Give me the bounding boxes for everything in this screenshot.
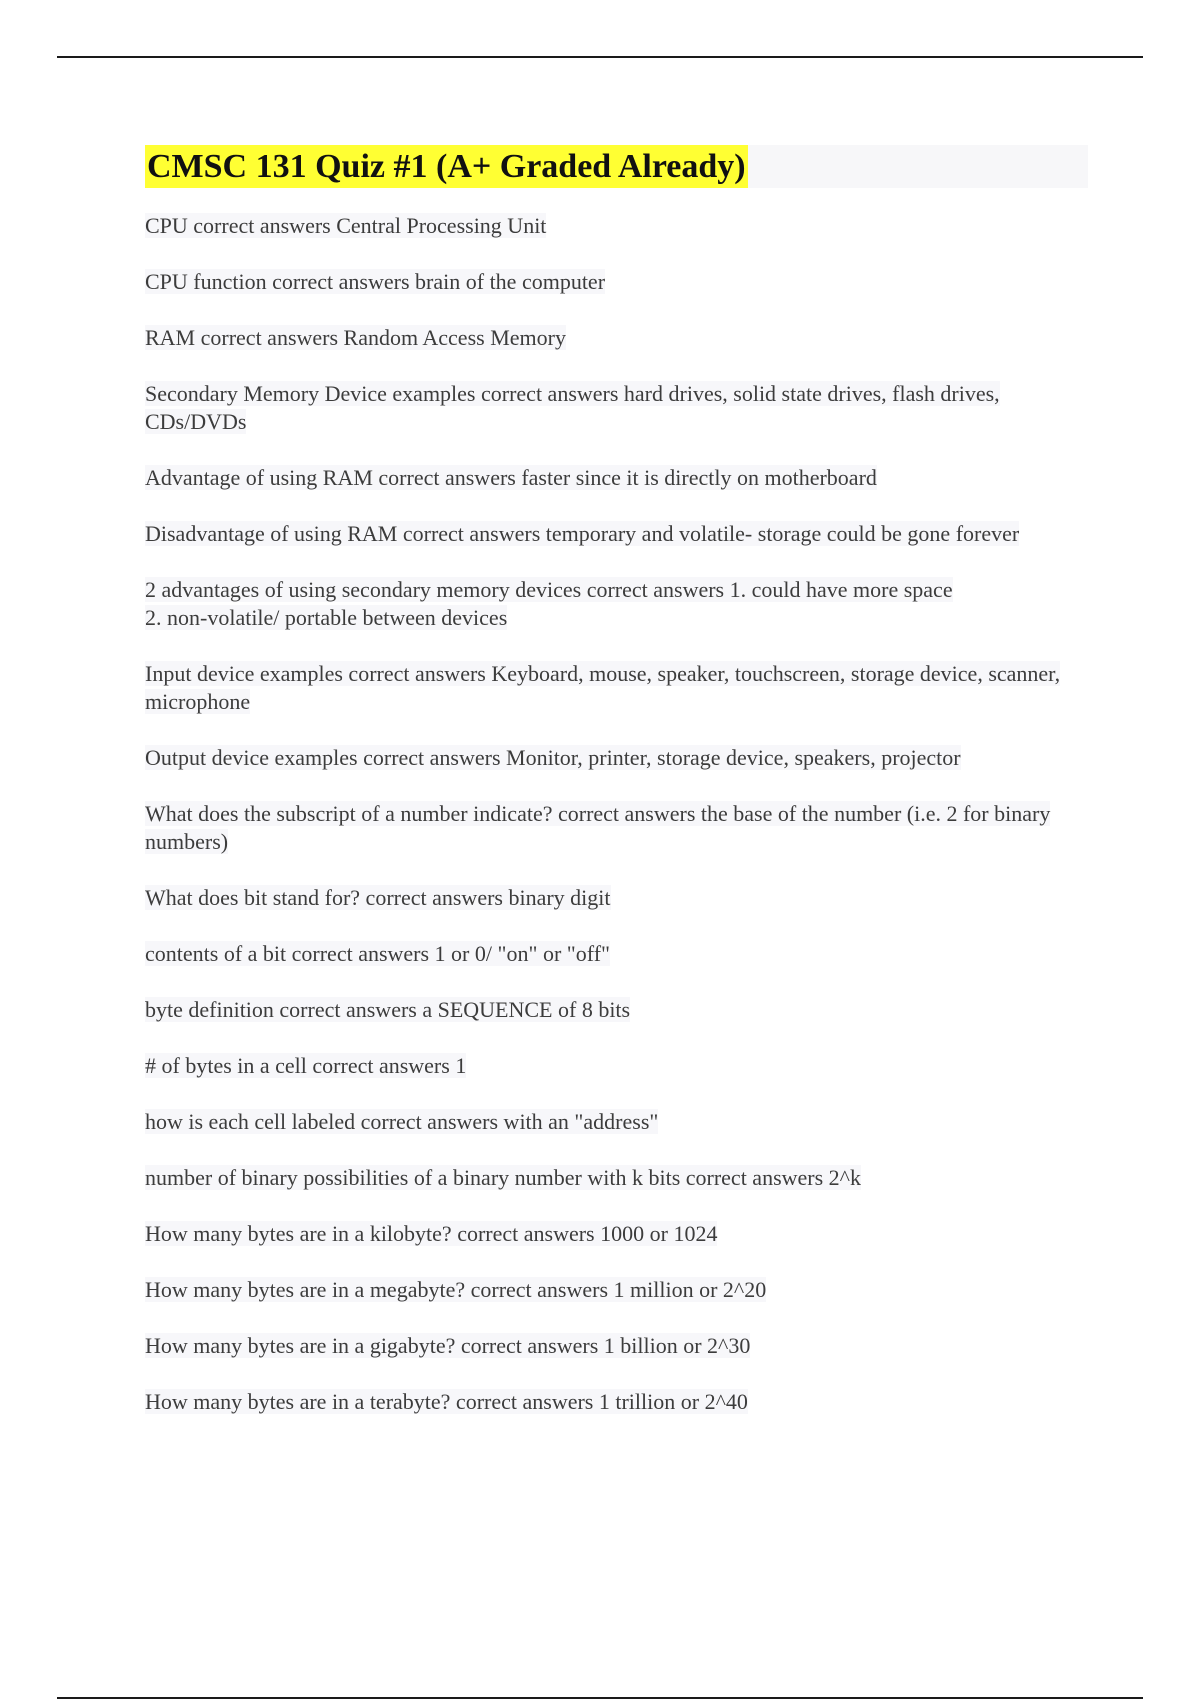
qa-item-text: Input device examples correct answers Keyboard, mouse, speaker, touchscreen, storage device, scanner, microphone — [145, 661, 1061, 714]
qa-item — [145, 1164, 1093, 1192]
qa-item-text: What does the subscript of a number indicate? correct answers the base of the number (i.e. 2 for binary numbers) — [145, 801, 1051, 854]
qa-item — [145, 576, 1093, 632]
qa-item — [145, 940, 1093, 968]
qa-item — [145, 1220, 1093, 1248]
top-rule — [57, 56, 1143, 58]
qa-item-text: Secondary Memory Device examples correct answers hard drives, solid state drives, flash drives, CDs/DVDs — [145, 381, 1000, 434]
qa-item — [145, 324, 1093, 352]
qa-item-text: How many bytes are in a terabyte? correct answers 1 trillion or 2^40 — [145, 1389, 748, 1414]
qa-item-text: CPU function correct answers brain of the computer — [145, 269, 606, 294]
qa-item-text: Advantage of using RAM correct answers faster since it is directly on motherboard — [145, 465, 877, 490]
qa-item — [145, 1052, 1093, 1080]
qa-item-text: Output device examples correct answers Monitor, printer, storage device, speakers, projector — [145, 745, 961, 770]
qa-item-text: Disadvantage of using RAM correct answers temporary and volatile- storage could be gone forever — [145, 521, 1020, 546]
qa-item — [145, 268, 1093, 296]
qa-item-text: How many bytes are in a megabyte? correct answers 1 million or 2^20 — [145, 1277, 767, 1302]
qa-item — [145, 800, 1093, 856]
qa-item — [145, 744, 1093, 772]
qa-item — [145, 660, 1093, 716]
qa-item — [145, 520, 1093, 548]
qa-item — [145, 1108, 1093, 1136]
qa-item-text: How many bytes are in a gigabyte? correct answers 1 billion or 2^30 — [145, 1333, 751, 1358]
qa-item — [145, 884, 1093, 912]
qa-item-text: contents of a bit correct answers 1 or 0/ "on" or "off" — [145, 941, 610, 966]
qa-item-text: byte definition correct answers a SEQUENCE of 8 bits — [145, 997, 631, 1022]
qa-item-text: RAM correct answers Random Access Memory — [145, 325, 566, 350]
qa-item — [145, 1388, 1093, 1416]
qa-item — [145, 464, 1093, 492]
qa-item — [145, 1276, 1093, 1304]
qa-item-text: how is each cell labeled correct answers with an "address" — [145, 1109, 659, 1134]
qa-item-text: CPU correct answers Central Processing Unit — [145, 213, 547, 238]
qa-item — [145, 1332, 1093, 1360]
qa-item-text: What does bit stand for? correct answers binary digit — [145, 885, 611, 910]
qa-list — [145, 212, 1093, 1444]
qa-item-text: number of binary possibilities of a binary number with k bits correct answers 2^k — [145, 1165, 861, 1190]
qa-item — [145, 380, 1093, 436]
bottom-rule — [57, 1697, 1143, 1699]
qa-item — [145, 996, 1093, 1024]
qa-item-text: How many bytes are in a kilobyte? correct answers 1000 or 1024 — [145, 1221, 718, 1246]
qa-item-text: # of bytes in a cell correct answers 1 — [145, 1053, 467, 1078]
qa-item-text: 2 advantages of using secondary memory devices correct answers 1. could have more space 2. non-volatile/ portable between devices — [145, 577, 953, 630]
qa-item — [145, 212, 1093, 240]
document-title: CMSC 131 Quiz #1 (A+ Graded Already) — [145, 145, 748, 188]
